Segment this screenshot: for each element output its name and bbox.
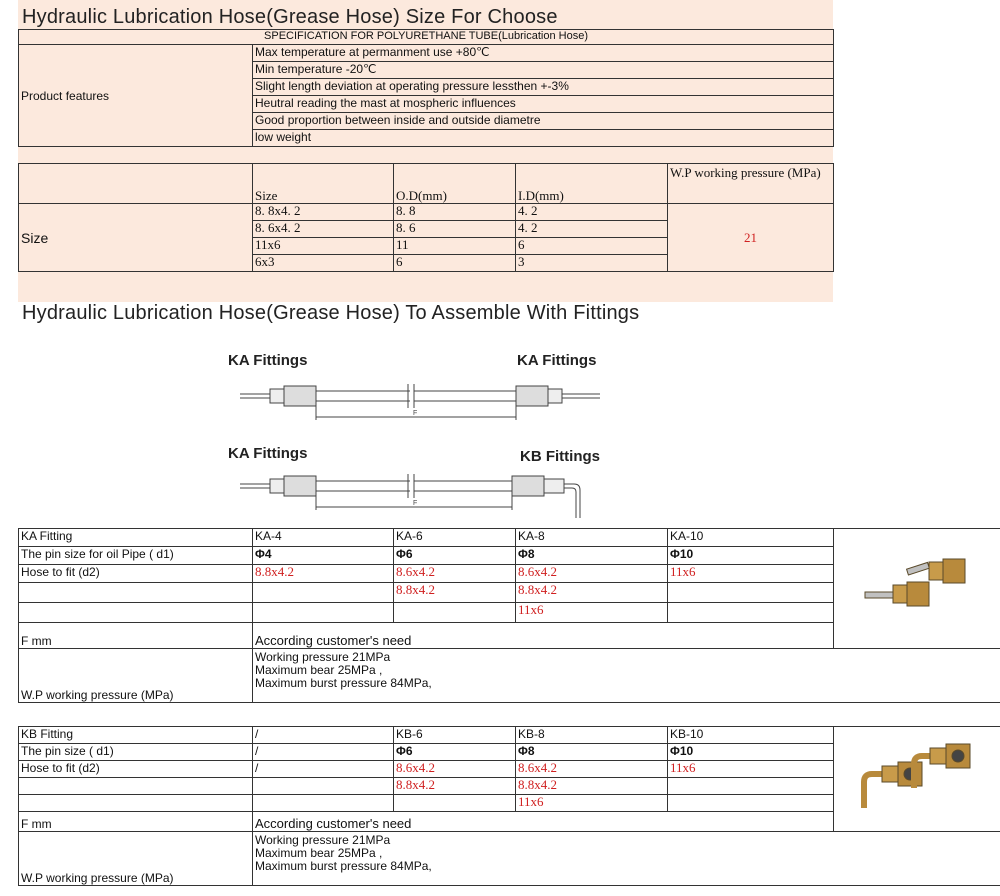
ka-wp-label: W.P working pressure (MPa)	[19, 649, 253, 703]
size-col-header: Size	[253, 164, 394, 204]
kb-hose: 11x6	[668, 761, 834, 778]
kb-fitting-table	[18, 726, 1000, 886]
dimension-label: F	[413, 500, 418, 507]
feature-item: low weight	[253, 130, 834, 147]
ka-model: KA-10	[668, 529, 834, 547]
ka-hose: 8.8x4.2	[253, 565, 394, 583]
feature-item: Slight length deviation at operating pressure lessthen +-3%	[253, 79, 834, 96]
ka-model: KA-8	[516, 529, 668, 547]
id-cell: 6	[516, 238, 668, 255]
feature-item: Heutral reading the mast at mospheric influences	[253, 96, 834, 113]
ka-model: KA-6	[394, 529, 516, 547]
size-cell: 11x6	[253, 238, 394, 255]
page-title: Hydraulic Lubrication Hose(Grease Hose) Size For Choose	[22, 6, 558, 28]
dimension-label: F	[413, 410, 418, 417]
od-cell: 11	[394, 238, 516, 255]
kb-fitting-photo	[852, 738, 982, 818]
drawing-label: KA Fittings	[228, 445, 308, 462]
product-features-label: Product features	[19, 45, 253, 147]
wp-col-header: W.P working pressure (MPa)	[668, 164, 834, 204]
kb-pin: Φ8	[516, 744, 668, 761]
kb-model: /	[253, 727, 394, 744]
ka-hose-label: Hose to fit (d2)	[19, 565, 253, 583]
kb-f-value: According customer's need	[253, 812, 834, 832]
ka-hose: 8.6x4.2	[516, 565, 668, 583]
ka-hose: 8.8x4.2	[516, 583, 668, 603]
ka-model: KA-4	[253, 529, 394, 547]
wp-value: 21	[668, 204, 834, 272]
kb-fitting-label: KB Fitting	[19, 727, 253, 744]
kb-wp-label: W.P working pressure (MPa)	[19, 832, 253, 886]
kb-hose: 8.8x4.2	[394, 778, 516, 795]
kb-hose: 8.6x4.2	[516, 761, 668, 778]
kb-hose: /	[253, 761, 394, 778]
ka-f-label: F mm	[19, 623, 253, 649]
ka-fitting-photo	[857, 552, 977, 622]
kb-hose: 8.8x4.2	[516, 778, 668, 795]
kb-fitting-photo-cell	[834, 727, 1000, 832]
kb-hose: 11x6	[516, 795, 668, 812]
kb-pin: /	[253, 744, 394, 761]
drawing-label: KB Fittings	[520, 448, 600, 465]
kb-model: KB-6	[394, 727, 516, 744]
section-title: Hydraulic Lubrication Hose(Grease Hose) To Assemble With Fittings	[22, 302, 640, 324]
kb-pin-label: The pin size ( d1)	[19, 744, 253, 761]
kb-wp-text: Working pressure 21MPa Maximum bear 25MPa , Maximum burst pressure 84MPa,	[253, 832, 1000, 886]
od-cell: 6	[394, 255, 516, 272]
drawing-label: KA Fittings	[228, 352, 308, 369]
kb-f-label: F mm	[19, 812, 253, 832]
ka-pin: Φ6	[394, 547, 516, 565]
feature-item: Good proportion between inside and outside diametre	[253, 113, 834, 130]
ka-hose: 8.8x4.2	[394, 583, 516, 603]
spec-table	[18, 29, 834, 147]
size-cell: 8. 6x4. 2	[253, 221, 394, 238]
kb-hose: 8.6x4.2	[394, 761, 516, 778]
kb-pin: Φ10	[668, 744, 834, 761]
ka-hose: 11x6	[668, 565, 834, 583]
ka-pin: Φ4	[253, 547, 394, 565]
size-label: Size	[19, 204, 253, 272]
size-table	[18, 163, 834, 272]
od-cell: 8. 8	[394, 204, 516, 221]
ka-hose: 11x6	[516, 603, 668, 623]
ka-pin: Φ8	[516, 547, 668, 565]
kb-pin: Φ6	[394, 744, 516, 761]
size-cell: 8. 8x4. 2	[253, 204, 394, 221]
ka-pin: Φ10	[668, 547, 834, 565]
kb-hose-label: Hose to fit (d2)	[19, 761, 253, 778]
ka-f-value: According customer's need	[253, 623, 834, 649]
kb-model: KB-8	[516, 727, 668, 744]
ka-pin-label: The pin size for oil Pipe ( d1)	[19, 547, 253, 565]
id-cell: 4. 2	[516, 204, 668, 221]
id-cell: 3	[516, 255, 668, 272]
kb-model: KB-10	[668, 727, 834, 744]
feature-item: Min temperature -20℃	[253, 62, 834, 79]
feature-item: Max temperature at permanment use +80℃	[253, 45, 834, 62]
od-cell: 8. 6	[394, 221, 516, 238]
ka-ka-hose-drawing	[230, 372, 610, 432]
od-col-header: O.D(mm)	[394, 164, 516, 204]
ka-fitting-label: KA Fitting	[19, 529, 253, 547]
spec-header: SPECIFICATION FOR POLYURETHANE TUBE(Lubrication Hose)	[19, 30, 834, 45]
size-header-blank	[19, 164, 253, 204]
ka-hose: 8.6x4.2	[394, 565, 516, 583]
ka-wp-text: Working pressure 21MPa Maximum bear 25MPa , Maximum burst pressure 84MPa,	[253, 649, 1000, 703]
ka-kb-hose-drawing	[230, 462, 610, 522]
ka-fitting-table	[18, 528, 1000, 703]
size-cell: 6x3	[253, 255, 394, 272]
id-col-header: I.D(mm)	[516, 164, 668, 204]
id-cell: 4. 2	[516, 221, 668, 238]
ka-fitting-photo-cell	[834, 529, 1000, 649]
drawing-label: KA Fittings	[517, 352, 597, 369]
